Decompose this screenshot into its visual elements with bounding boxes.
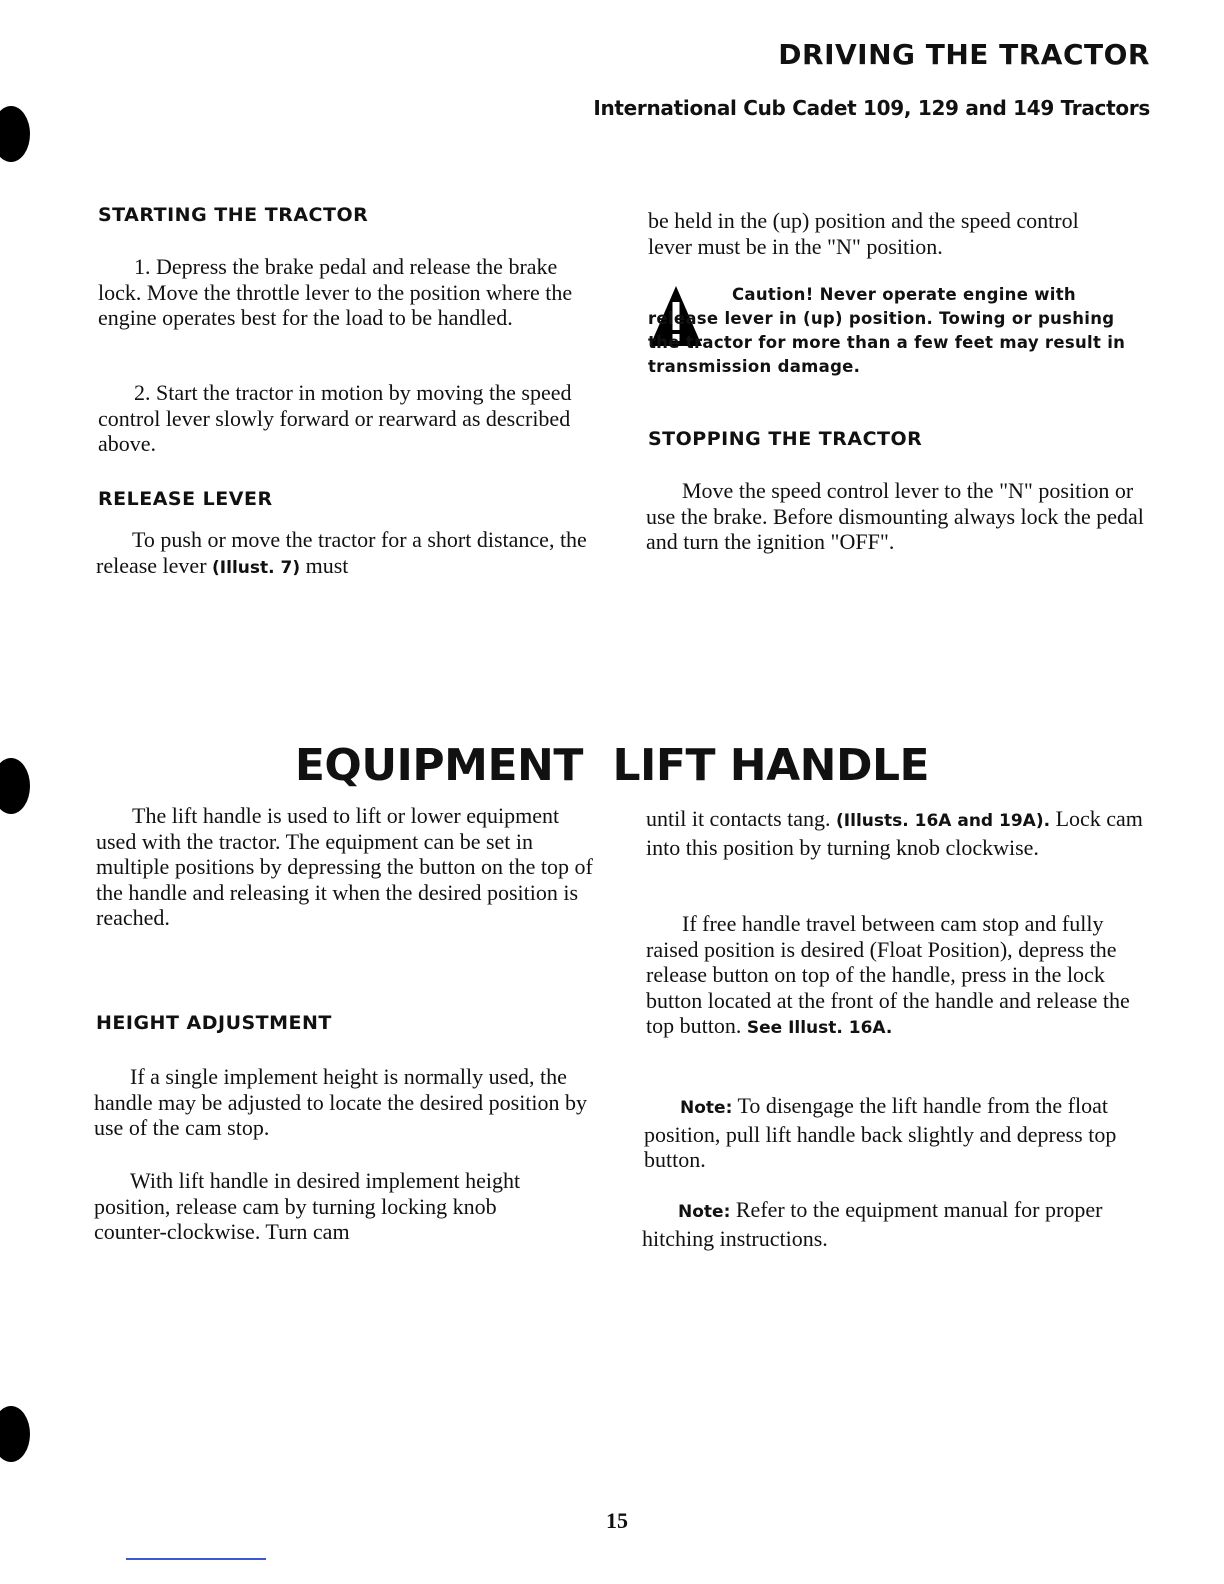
starting-step-2: 2. Start the tractor in motion by moving the speed control lever slowly forward or rearward as described above. — [98, 380, 572, 456]
caution-note: Caution! Never operate engine with release lever in (up) position. Towing or pushing the tractor for more than a few feet may result in transmission damage. — [648, 285, 1126, 376]
page-number: 15 — [606, 1508, 628, 1533]
punch-hole-top — [0, 106, 30, 162]
section-heading-starting: STARTING THE TRACTOR — [98, 204, 369, 226]
release-lever-ref: (Illust. 7) — [212, 557, 301, 578]
stopping-text: Move the speed control lever to the "N" position or use the brake. Before dismounting always lock the pedal and turn the ignition "OFF". — [646, 478, 1144, 554]
float-position-ref: See Illust. 16A. — [746, 1018, 893, 1038]
release-lever-text-b: must — [305, 552, 349, 578]
release-lever-continued: be held in the (up) position and the speed control lever must be in the "N" position. — [648, 208, 1079, 259]
height-adjustment-p1: If a single implement height is normally used, the handle may be adjusted to locate the desired position by use of the cam stop. — [94, 1064, 588, 1140]
starting-step-1: 1. Depress the brake pedal and release the brake lock. Move the throttle lever to the position where the engine operates best for the load to be handled. — [98, 254, 573, 330]
cam-lock-text-a: until it contacts tang. — [646, 806, 831, 831]
section-heading-height-adjustment: HEIGHT ADJUSTMENT — [96, 1012, 332, 1034]
page-header-subtitle: International Cub Cadet 109, 129 and 149 Tractors — [593, 96, 1150, 120]
float-position-text: If free handle travel between cam stop and fully raised position is desired (Float Position), depress the release button on top of the handle, press in the lock button located at the front of the handle and release the top button. — [646, 911, 1130, 1038]
section-title-word-2: LIFT HANDLE — [612, 740, 930, 791]
note-2-label: Note: — [678, 1202, 731, 1222]
lift-handle-intro: The lift handle is used to lift or lower equipment used with the tractor. The equipment can be set in multiple positions by depressing the button on the top of the handle and releasing it when the desired position is reached. — [96, 803, 593, 930]
note-2-text: Refer to the equipment manual for proper hitching instructions. — [642, 1197, 1103, 1251]
section-title-equipment-lift-handle — [0, 740, 1224, 791]
height-adjustment-p2: With lift handle in desired implement height position, release cam by turning locking knob counter-clockwise. Turn cam — [94, 1168, 521, 1244]
release-lever-text — [96, 527, 596, 581]
section-heading-stopping: STOPPING THE TRACTOR — [648, 428, 923, 450]
note-hitching — [642, 1197, 1142, 1251]
cam-lock-ref: (Illusts. 16A and 19A). — [836, 811, 1051, 831]
cam-lock-paragraph — [646, 806, 1146, 860]
footer-rule — [126, 1558, 266, 1560]
cam-lock-text-b: Lock cam into this position by turning knob clockwise. — [646, 806, 1143, 860]
page-header-title: DRIVING THE TRACTOR — [778, 38, 1150, 71]
release-lever-text-a: To push or move the tractor for a short distance, the release lever — [96, 527, 587, 578]
note-1-label: Note: — [680, 1098, 733, 1118]
note-1-text: To disengage the lift handle from the float position, pull lift handle back slightly and depress top button. — [644, 1093, 1117, 1172]
punch-hole-bottom — [0, 1406, 30, 1462]
note-disengage — [644, 1093, 1140, 1173]
section-heading-release-lever: RELEASE LEVER — [98, 488, 273, 510]
section-title-word-1: EQUIPMENT — [294, 740, 583, 791]
float-position-paragraph — [646, 911, 1142, 1042]
